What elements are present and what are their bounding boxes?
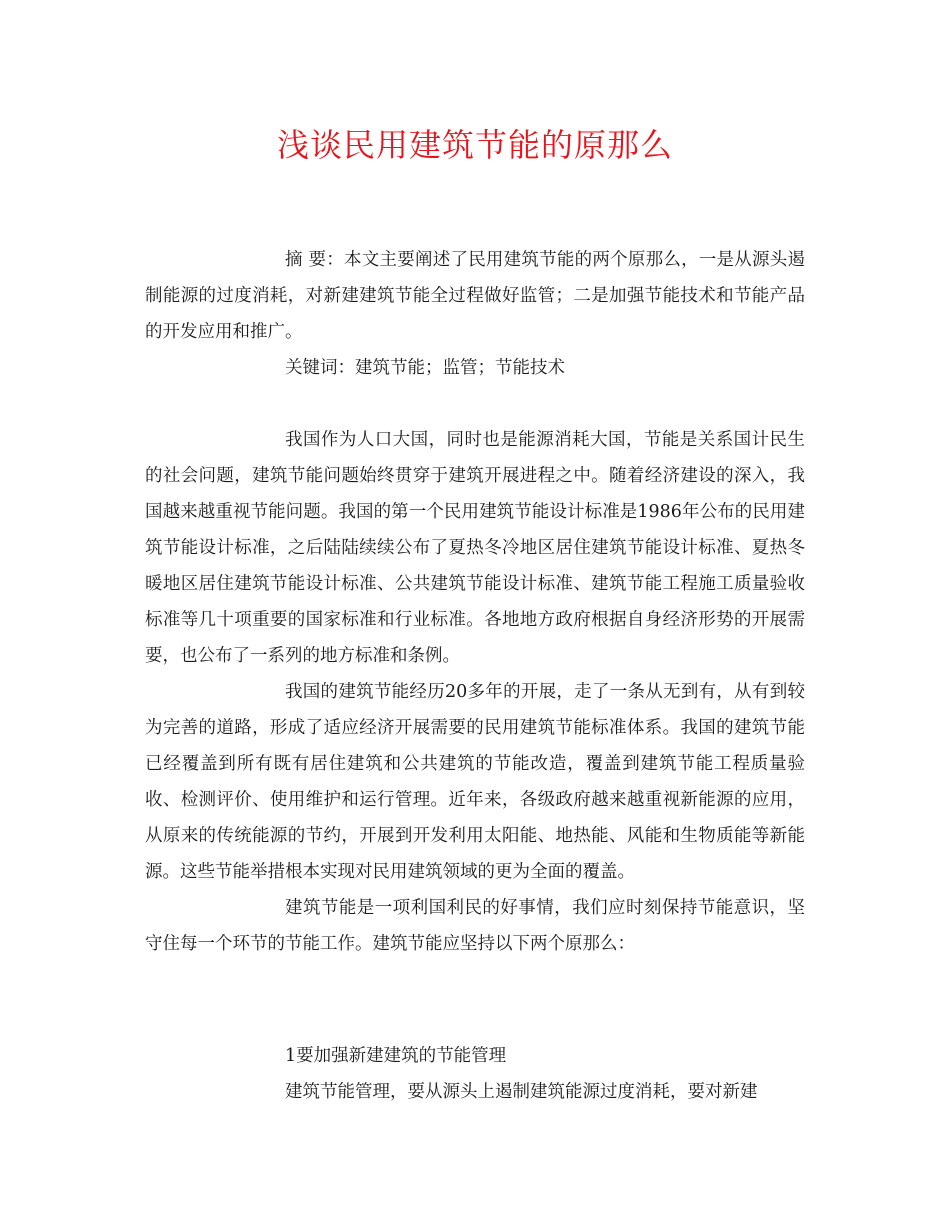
body-paragraph-3: 建筑节能是一项利国利民的好事情，我们应时刻保持节能意识，坚守住每一个环节的节能工作。建筑节能应坚持以下两个原那么： bbox=[145, 898, 805, 954]
main-body bbox=[145, 422, 805, 962]
section-heading: 1要加强新建建筑的节能管理 bbox=[285, 1046, 507, 1066]
section-1 bbox=[145, 1038, 805, 1110]
document-title: 浅谈民用建筑节能的原那么 bbox=[276, 126, 673, 164]
abstract-paragraph: 摘 要：本文主要阐述了民用建筑节能的两个原那么，一是从源头遏制能源的过度消耗，对新建建筑节能全过程做好监管；二是加强节能技术和节能产品的开发应用和推广。 bbox=[145, 250, 805, 342]
body-paragraph-1: 我国作为人口大国，同时也是能源消耗大国，节能是关系国计民生的社会问题，建筑节能问题始终贯穿于建筑开展进程之中。随着经济建设的深入，我国越来越重视节能问题。我国的第一个民用建筑节能设计标准是1986年公布的民用建筑节能设计标准，之后陆陆续续公布了夏热冬冷地区居住建筑节能设计标准、夏热冬暖地区居住建筑节能设计标准、公共建筑节能设计标准、建筑节能工程施工质量验收标准等几十项重要的国家标准和行业标准。各地地方政府根据自身经济形势的开展需要，也公布了一系列的地方标准和条例。 bbox=[145, 430, 805, 666]
keywords-line: 关键词：建筑节能；监管；节能技术 bbox=[285, 358, 565, 378]
abstract-block bbox=[145, 242, 805, 386]
body-paragraph-2: 我国的建筑节能经历20多年的开展，走了一条从无到有，从有到较为完善的道路，形成了适应经济开展需要的民用建筑节能标准体系。我国的建筑节能已经覆盖到所有既有居住建筑和公共建筑的节能改造，覆盖到建筑节能工程质量验收、检测评价、使用维护和运行管理。近年来，各级政府越来越重视新能源的应用，从原来的传统能源的节约，开展到开发利用太阳能、地热能、风能和生物质能等新能源。这些节能举措根本实现对民用建筑领域的更为全面的覆盖。 bbox=[145, 682, 805, 882]
section-first-line: 建筑节能管理，要从源头上遏制建筑能源过度消耗，要对新建 bbox=[285, 1082, 758, 1102]
